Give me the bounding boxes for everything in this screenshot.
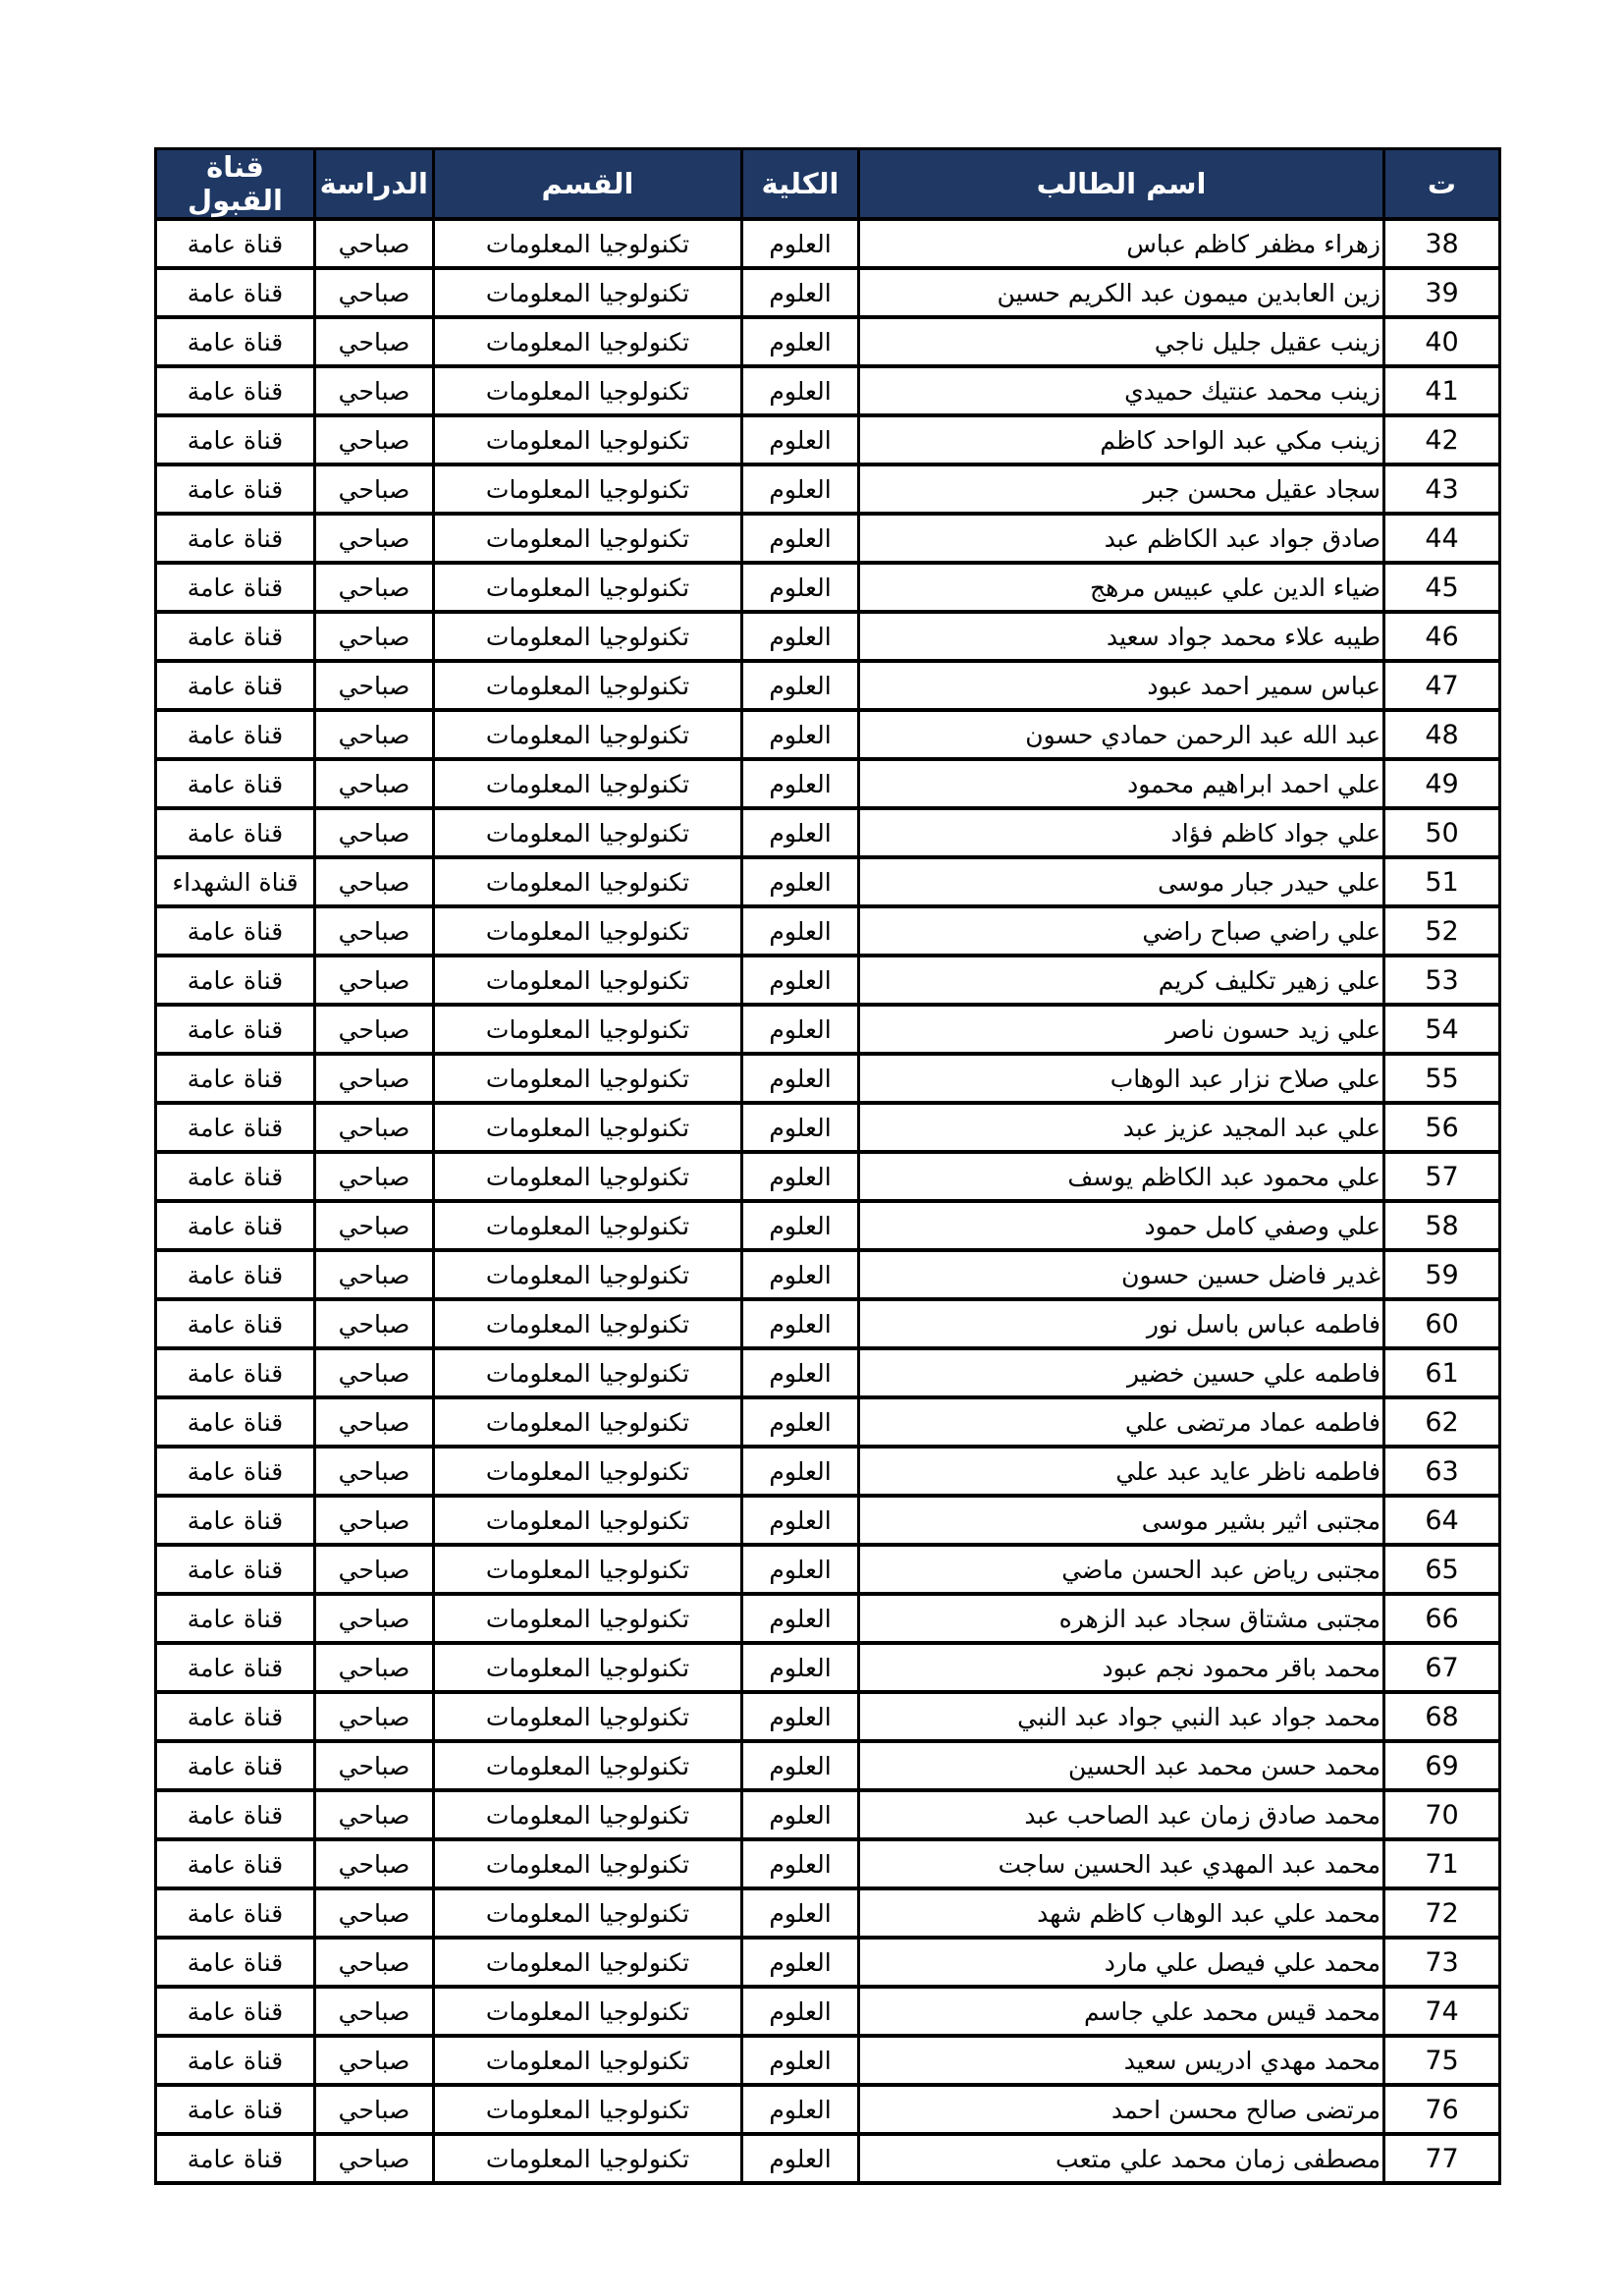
cell-department: تكنولوجيا المعلومات xyxy=(434,857,742,906)
table-row xyxy=(156,1348,1500,1397)
cell-college: العلوم xyxy=(742,1397,859,1447)
table-row xyxy=(156,808,1500,857)
cell-study: صباحي xyxy=(315,1594,434,1643)
cell-department: تكنولوجيا المعلومات xyxy=(434,1839,742,1888)
cell-study: صباحي xyxy=(315,1299,434,1348)
cell-department: تكنولوجيا المعلومات xyxy=(434,612,742,661)
cell-study: صباحي xyxy=(315,1054,434,1103)
cell-student-name: علي زيد حسون ناصر xyxy=(859,1005,1384,1054)
cell-admission-channel: قناة عامة xyxy=(156,2134,315,2183)
cell-department: تكنولوجيا المعلومات xyxy=(434,1348,742,1397)
cell-study: صباحي xyxy=(315,1692,434,1741)
cell-index: 45 xyxy=(1384,563,1500,612)
cell-study: صباحي xyxy=(315,2085,434,2134)
cell-admission-channel: قناة عامة xyxy=(156,1839,315,1888)
table-row xyxy=(156,1397,1500,1447)
cell-admission-channel: قناة عامة xyxy=(156,465,315,514)
table-row xyxy=(156,1643,1500,1692)
cell-department: تكنولوجيا المعلومات xyxy=(434,710,742,759)
cell-college: العلوم xyxy=(742,1987,859,2036)
cell-admission-channel: قناة عامة xyxy=(156,1938,315,1987)
table-row xyxy=(156,465,1500,514)
cell-college: العلوم xyxy=(742,2134,859,2183)
cell-admission-channel: قناة عامة xyxy=(156,268,315,317)
cell-admission-channel: قناة عامة xyxy=(156,710,315,759)
cell-department: تكنولوجيا المعلومات xyxy=(434,1447,742,1496)
cell-college: العلوم xyxy=(742,1496,859,1545)
cell-index: 62 xyxy=(1384,1397,1500,1447)
cell-student-name: محمد صادق زمان عبد الصاحب عبد xyxy=(859,1790,1384,1839)
cell-study: صباحي xyxy=(315,317,434,366)
cell-study: صباحي xyxy=(315,2134,434,2183)
cell-college: العلوم xyxy=(742,1348,859,1397)
cell-department: تكنولوجيا المعلومات xyxy=(434,1250,742,1299)
cell-admission-channel: قناة عامة xyxy=(156,1299,315,1348)
cell-study: صباحي xyxy=(315,1250,434,1299)
cell-index: 48 xyxy=(1384,710,1500,759)
cell-index: 66 xyxy=(1384,1594,1500,1643)
cell-department: تكنولوجيا المعلومات xyxy=(434,2036,742,2085)
cell-student-name: فاطمه عماد مرتضى علي xyxy=(859,1397,1384,1447)
cell-index: 64 xyxy=(1384,1496,1500,1545)
cell-admission-channel: قناة عامة xyxy=(156,563,315,612)
cell-admission-channel: قناة عامة xyxy=(156,1888,315,1938)
cell-admission-channel: قناة عامة xyxy=(156,317,315,366)
cell-department: تكنولوجيا المعلومات xyxy=(434,1201,742,1250)
cell-index: 55 xyxy=(1384,1054,1500,1103)
table-row xyxy=(156,563,1500,612)
cell-college: العلوم xyxy=(742,710,859,759)
cell-college: العلوم xyxy=(742,219,859,268)
cell-index: 59 xyxy=(1384,1250,1500,1299)
cell-college: العلوم xyxy=(742,268,859,317)
cell-study: صباحي xyxy=(315,1348,434,1397)
cell-index: 70 xyxy=(1384,1790,1500,1839)
cell-college: العلوم xyxy=(742,661,859,710)
cell-department: تكنولوجيا المعلومات xyxy=(434,808,742,857)
cell-department: تكنولوجيا المعلومات xyxy=(434,1790,742,1839)
cell-student-name: مصطفى زمان محمد علي متعب xyxy=(859,2134,1384,2183)
table-row xyxy=(156,1447,1500,1496)
cell-college: العلوم xyxy=(742,1299,859,1348)
cell-study: صباحي xyxy=(315,1103,434,1152)
cell-department: تكنولوجيا المعلومات xyxy=(434,1103,742,1152)
cell-index: 44 xyxy=(1384,514,1500,563)
cell-index: 43 xyxy=(1384,465,1500,514)
cell-index: 60 xyxy=(1384,1299,1500,1348)
table-row xyxy=(156,1741,1500,1790)
table-row xyxy=(156,857,1500,906)
cell-college: العلوم xyxy=(742,1594,859,1643)
cell-college: العلوم xyxy=(742,514,859,563)
cell-department: تكنولوجيا المعلومات xyxy=(434,1594,742,1643)
cell-student-name: علي وصفي كامل حمود xyxy=(859,1201,1384,1250)
table-row xyxy=(156,2036,1500,2085)
cell-admission-channel: قناة عامة xyxy=(156,612,315,661)
cell-admission-channel: قناة عامة xyxy=(156,2036,315,2085)
cell-college: العلوم xyxy=(742,1447,859,1496)
cell-department: تكنولوجيا المعلومات xyxy=(434,1888,742,1938)
cell-college: العلوم xyxy=(742,612,859,661)
cell-index: 52 xyxy=(1384,906,1500,956)
cell-college: العلوم xyxy=(742,465,859,514)
cell-admission-channel: قناة عامة xyxy=(156,956,315,1005)
cell-student-name: فاطمه علي حسين خضير xyxy=(859,1348,1384,1397)
table-row xyxy=(156,661,1500,710)
cell-department: تكنولوجيا المعلومات xyxy=(434,1987,742,2036)
cell-study: صباحي xyxy=(315,1152,434,1201)
cell-student-name: زينب مكي عبد الواحد كاظم xyxy=(859,415,1384,465)
cell-study: صباحي xyxy=(315,1447,434,1496)
cell-study: صباحي xyxy=(315,1839,434,1888)
cell-index: 75 xyxy=(1384,2036,1500,2085)
cell-study: صباحي xyxy=(315,759,434,808)
table-row xyxy=(156,1938,1500,1987)
cell-student-name: محمد مهدي ادريس سعيد xyxy=(859,2036,1384,2085)
cell-admission-channel: قناة عامة xyxy=(156,415,315,465)
cell-college: العلوم xyxy=(742,1545,859,1594)
cell-student-name: علي محمود عبد الكاظم يوسف xyxy=(859,1152,1384,1201)
table-row xyxy=(156,317,1500,366)
cell-admission-channel: قناة عامة xyxy=(156,1397,315,1447)
cell-college: العلوم xyxy=(742,1839,859,1888)
table-row xyxy=(156,1496,1500,1545)
cell-college: العلوم xyxy=(742,2036,859,2085)
cell-student-name: زينب عقيل جليل ناجي xyxy=(859,317,1384,366)
cell-department: تكنولوجيا المعلومات xyxy=(434,2085,742,2134)
cell-admission-channel: قناة عامة xyxy=(156,1692,315,1741)
cell-college: العلوم xyxy=(742,1888,859,1938)
cell-study: صباحي xyxy=(315,1397,434,1447)
cell-study: صباحي xyxy=(315,1545,434,1594)
cell-department: تكنولوجيا المعلومات xyxy=(434,563,742,612)
cell-student-name: علي صلاح نزار عبد الوهاب xyxy=(859,1054,1384,1103)
cell-admission-channel: قناة عامة xyxy=(156,1201,315,1250)
cell-student-name: علي عبد المجيد عزيز عبد xyxy=(859,1103,1384,1152)
table-row xyxy=(156,759,1500,808)
cell-student-name: غدير فاضل حسين حسون xyxy=(859,1250,1384,1299)
cell-department: تكنولوجيا المعلومات xyxy=(434,268,742,317)
cell-study: صباحي xyxy=(315,563,434,612)
cell-study: صباحي xyxy=(315,514,434,563)
cell-student-name: سجاد عقيل محسن جبر xyxy=(859,465,1384,514)
cell-study: صباحي xyxy=(315,1496,434,1545)
cell-department: تكنولوجيا المعلومات xyxy=(434,1643,742,1692)
cell-student-name: مجتبى رياض عبد الحسن ماضي xyxy=(859,1545,1384,1594)
cell-admission-channel: قناة عامة xyxy=(156,1496,315,1545)
cell-admission-channel: قناة عامة xyxy=(156,1447,315,1496)
cell-admission-channel: قناة عامة xyxy=(156,808,315,857)
cell-index: 53 xyxy=(1384,956,1500,1005)
cell-index: 76 xyxy=(1384,2085,1500,2134)
table-row xyxy=(156,1201,1500,1250)
cell-admission-channel: قناة عامة xyxy=(156,366,315,415)
cell-college: العلوم xyxy=(742,1250,859,1299)
cell-department: تكنولوجيا المعلومات xyxy=(434,465,742,514)
cell-index: 49 xyxy=(1384,759,1500,808)
cell-department: تكنولوجيا المعلومات xyxy=(434,514,742,563)
cell-student-name: عباس سمير احمد عبود xyxy=(859,661,1384,710)
table-row xyxy=(156,1987,1500,2036)
cell-index: 56 xyxy=(1384,1103,1500,1152)
cell-admission-channel: قناة عامة xyxy=(156,1348,315,1397)
cell-admission-channel: قناة عامة xyxy=(156,2085,315,2134)
cell-department: تكنولوجيا المعلومات xyxy=(434,1397,742,1447)
cell-admission-channel: قناة عامة xyxy=(156,1790,315,1839)
table-row xyxy=(156,1594,1500,1643)
table-row xyxy=(156,268,1500,317)
header-admission-channel: قناة القبول xyxy=(156,149,315,220)
cell-department: تكنولوجيا المعلومات xyxy=(434,2134,742,2183)
cell-college: العلوم xyxy=(742,1152,859,1201)
cell-study: صباحي xyxy=(315,1741,434,1790)
cell-admission-channel: قناة عامة xyxy=(156,1005,315,1054)
table-row xyxy=(156,1545,1500,1594)
cell-college: العلوم xyxy=(742,906,859,956)
cell-study: صباحي xyxy=(315,808,434,857)
cell-index: 72 xyxy=(1384,1888,1500,1938)
cell-department: تكنولوجيا المعلومات xyxy=(434,1299,742,1348)
cell-admission-channel: قناة عامة xyxy=(156,1545,315,1594)
table-row xyxy=(156,1005,1500,1054)
cell-study: صباحي xyxy=(315,1005,434,1054)
cell-study: صباحي xyxy=(315,906,434,956)
cell-admission-channel: قناة عامة xyxy=(156,1103,315,1152)
cell-study: صباحي xyxy=(315,1643,434,1692)
header-study: الدراسة xyxy=(315,149,434,220)
cell-department: تكنولوجيا المعلومات xyxy=(434,1054,742,1103)
cell-student-name: محمد عبد المهدي عبد الحسين ساجت xyxy=(859,1839,1384,1888)
cell-student-name: صادق جواد عبد الكاظم عبد xyxy=(859,514,1384,563)
cell-index: 61 xyxy=(1384,1348,1500,1397)
cell-study: صباحي xyxy=(315,956,434,1005)
table-body xyxy=(156,219,1500,2183)
cell-index: 50 xyxy=(1384,808,1500,857)
table-row xyxy=(156,1054,1500,1103)
table-row xyxy=(156,906,1500,956)
cell-study: صباحي xyxy=(315,661,434,710)
table-row xyxy=(156,219,1500,268)
cell-index: 40 xyxy=(1384,317,1500,366)
cell-student-name: علي احمد ابراهيم محمود xyxy=(859,759,1384,808)
cell-department: تكنولوجيا المعلومات xyxy=(434,366,742,415)
cell-study: صباحي xyxy=(315,1987,434,2036)
cell-college: العلوم xyxy=(742,1692,859,1741)
cell-index: 73 xyxy=(1384,1938,1500,1987)
cell-admission-channel: قناة الشهداء xyxy=(156,857,315,906)
cell-admission-channel: قناة عامة xyxy=(156,1250,315,1299)
table-row xyxy=(156,1888,1500,1938)
cell-study: صباحي xyxy=(315,465,434,514)
cell-admission-channel: قناة عامة xyxy=(156,661,315,710)
table-row xyxy=(156,2085,1500,2134)
cell-study: صباحي xyxy=(315,219,434,268)
cell-student-name: مجتبى اثير بشير موسى xyxy=(859,1496,1384,1545)
table-row xyxy=(156,1103,1500,1152)
cell-college: العلوم xyxy=(742,1790,859,1839)
cell-index: 51 xyxy=(1384,857,1500,906)
cell-study: صباحي xyxy=(315,1790,434,1839)
cell-student-name: عبد الله عبد الرحمن حمادي حسون xyxy=(859,710,1384,759)
cell-college: العلوم xyxy=(742,563,859,612)
cell-index: 74 xyxy=(1384,1987,1500,2036)
cell-study: صباحي xyxy=(315,366,434,415)
cell-college: العلوم xyxy=(742,317,859,366)
cell-admission-channel: قناة عامة xyxy=(156,1741,315,1790)
cell-index: 57 xyxy=(1384,1152,1500,1201)
cell-study: صباحي xyxy=(315,1938,434,1987)
cell-study: صباحي xyxy=(315,710,434,759)
cell-index: 65 xyxy=(1384,1545,1500,1594)
cell-study: صباحي xyxy=(315,268,434,317)
table-row xyxy=(156,1250,1500,1299)
cell-index: 58 xyxy=(1384,1201,1500,1250)
cell-college: العلوم xyxy=(742,1103,859,1152)
cell-student-name: محمد قيس محمد علي جاسم xyxy=(859,1987,1384,2036)
cell-department: تكنولوجيا المعلومات xyxy=(434,1496,742,1545)
cell-college: العلوم xyxy=(742,366,859,415)
cell-student-name: زين العابدين ميمون عبد الكريم حسين xyxy=(859,268,1384,317)
cell-student-name: علي زهير تكليف كريم xyxy=(859,956,1384,1005)
cell-department: تكنولوجيا المعلومات xyxy=(434,1005,742,1054)
cell-college: العلوم xyxy=(742,1005,859,1054)
students-table xyxy=(154,147,1501,2185)
cell-college: العلوم xyxy=(742,808,859,857)
cell-index: 54 xyxy=(1384,1005,1500,1054)
cell-department: تكنولوجيا المعلومات xyxy=(434,1741,742,1790)
cell-college: العلوم xyxy=(742,759,859,808)
cell-department: تكنولوجيا المعلومات xyxy=(434,219,742,268)
cell-index: 69 xyxy=(1384,1741,1500,1790)
cell-student-name: مجتبى مشتاق سجاد عبد الزهره xyxy=(859,1594,1384,1643)
cell-department: تكنولوجيا المعلومات xyxy=(434,906,742,956)
cell-student-name: علي جواد كاظم فؤاد xyxy=(859,808,1384,857)
cell-college: العلوم xyxy=(742,415,859,465)
cell-student-name: علي حيدر جبار موسى xyxy=(859,857,1384,906)
cell-college: العلوم xyxy=(742,857,859,906)
header-student-name: اسم الطالب xyxy=(859,149,1384,220)
cell-study: صباحي xyxy=(315,1201,434,1250)
cell-admission-channel: قناة عامة xyxy=(156,906,315,956)
cell-department: تكنولوجيا المعلومات xyxy=(434,956,742,1005)
table-row xyxy=(156,1152,1500,1201)
table-row xyxy=(156,1692,1500,1741)
cell-department: تكنولوجيا المعلومات xyxy=(434,1692,742,1741)
cell-college: العلوم xyxy=(742,1201,859,1250)
cell-student-name: محمد باقر محمود نجم عبود xyxy=(859,1643,1384,1692)
table-row xyxy=(156,1839,1500,1888)
cell-study: صباحي xyxy=(315,1888,434,1938)
table-header xyxy=(156,149,1500,220)
cell-study: صباحي xyxy=(315,612,434,661)
cell-department: تكنولوجيا المعلومات xyxy=(434,317,742,366)
cell-student-name: زينب محمد عنتيك حميدي xyxy=(859,366,1384,415)
header-department: القسم xyxy=(434,149,742,220)
cell-index: 68 xyxy=(1384,1692,1500,1741)
header-index: ت xyxy=(1384,149,1500,220)
table-row xyxy=(156,366,1500,415)
cell-department: تكنولوجيا المعلومات xyxy=(434,661,742,710)
cell-index: 38 xyxy=(1384,219,1500,268)
cell-student-name: فاطمه عباس باسل نور xyxy=(859,1299,1384,1348)
cell-index: 46 xyxy=(1384,612,1500,661)
cell-student-name: محمد علي فيصل علي مارد xyxy=(859,1938,1384,1987)
table-row xyxy=(156,710,1500,759)
cell-college: العلوم xyxy=(742,956,859,1005)
cell-index: 71 xyxy=(1384,1839,1500,1888)
cell-admission-channel: قناة عامة xyxy=(156,1594,315,1643)
cell-department: تكنولوجيا المعلومات xyxy=(434,1938,742,1987)
table-row xyxy=(156,415,1500,465)
cell-admission-channel: قناة عامة xyxy=(156,1987,315,2036)
cell-student-name: مرتضى صالح محسن احمد xyxy=(859,2085,1384,2134)
cell-admission-channel: قناة عامة xyxy=(156,219,315,268)
table-row xyxy=(156,2134,1500,2183)
cell-admission-channel: قناة عامة xyxy=(156,514,315,563)
cell-admission-channel: قناة عامة xyxy=(156,1054,315,1103)
table-row xyxy=(156,956,1500,1005)
cell-study: صباحي xyxy=(315,2036,434,2085)
cell-student-name: طيبه علاء محمد جواد سعيد xyxy=(859,612,1384,661)
cell-admission-channel: قناة عامة xyxy=(156,1643,315,1692)
cell-study: صباحي xyxy=(315,857,434,906)
cell-department: تكنولوجيا المعلومات xyxy=(434,759,742,808)
cell-index: 63 xyxy=(1384,1447,1500,1496)
table-row xyxy=(156,514,1500,563)
cell-index: 47 xyxy=(1384,661,1500,710)
cell-student-name: محمد حسن محمد عبد الحسين xyxy=(859,1741,1384,1790)
cell-admission-channel: قناة عامة xyxy=(156,759,315,808)
cell-college: العلوم xyxy=(742,1938,859,1987)
cell-index: 67 xyxy=(1384,1643,1500,1692)
cell-student-name: محمد جواد عبد النبي جواد عبد النبي xyxy=(859,1692,1384,1741)
header-row xyxy=(156,149,1500,220)
cell-college: العلوم xyxy=(742,2085,859,2134)
cell-department: تكنولوجيا المعلومات xyxy=(434,1545,742,1594)
cell-student-name: فاطمه ناظر عايد عبد علي xyxy=(859,1447,1384,1496)
cell-college: العلوم xyxy=(742,1741,859,1790)
cell-index: 41 xyxy=(1384,366,1500,415)
cell-college: العلوم xyxy=(742,1643,859,1692)
cell-student-name: زهراء مظفر كاظم عباس xyxy=(859,219,1384,268)
table-row xyxy=(156,1790,1500,1839)
cell-index: 77 xyxy=(1384,2134,1500,2183)
cell-index: 42 xyxy=(1384,415,1500,465)
cell-department: تكنولوجيا المعلومات xyxy=(434,1152,742,1201)
header-college: الكلية xyxy=(742,149,859,220)
cell-study: صباحي xyxy=(315,415,434,465)
cell-admission-channel: قناة عامة xyxy=(156,1152,315,1201)
cell-college: العلوم xyxy=(742,1054,859,1103)
table-row xyxy=(156,1299,1500,1348)
cell-index: 39 xyxy=(1384,268,1500,317)
cell-student-name: محمد علي عبد الوهاب كاظم شهد xyxy=(859,1888,1384,1938)
cell-student-name: علي راضي صباح راضي xyxy=(859,906,1384,956)
cell-student-name: ضياء الدين علي عبيس مرهج xyxy=(859,563,1384,612)
table-row xyxy=(156,612,1500,661)
cell-department: تكنولوجيا المعلومات xyxy=(434,415,742,465)
